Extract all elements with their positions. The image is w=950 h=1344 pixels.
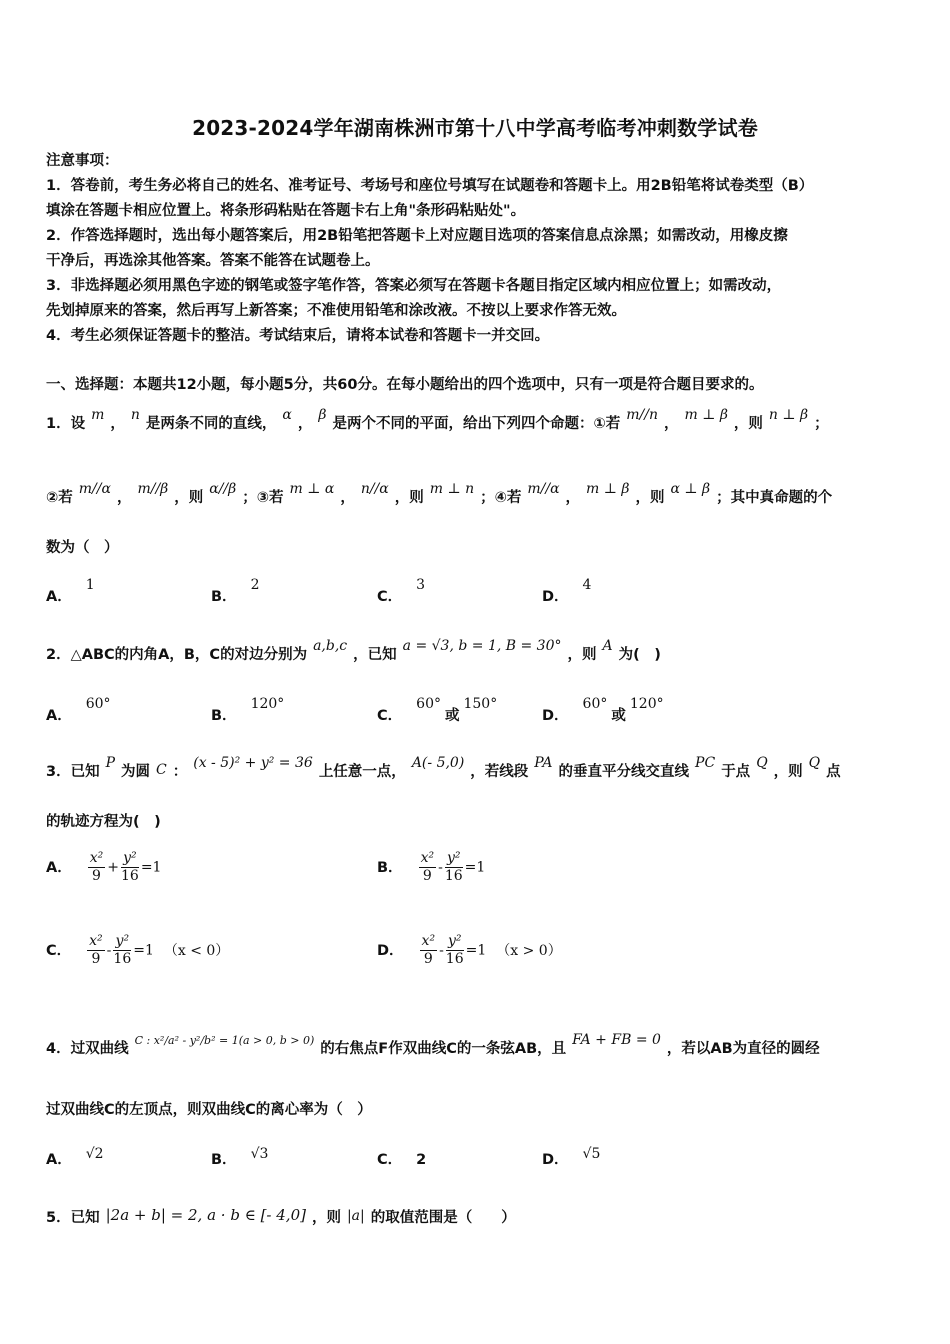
q4-text: ，若以AB为直径的圆经 (666, 1041, 820, 1057)
q4-option-a[interactable] (46, 1148, 104, 1169)
q1-math: α//β (209, 481, 237, 497)
q1-math: m//n (626, 407, 658, 423)
option-label: D． (542, 589, 569, 605)
frac-den: 16 (113, 951, 132, 967)
q3-math: Q (756, 755, 768, 771)
option-label: D． (542, 1152, 569, 1168)
q1-option-d[interactable] (542, 577, 592, 606)
option-label: A． (46, 859, 72, 876)
q3-option-c[interactable] (46, 933, 229, 968)
fraction (445, 850, 463, 885)
question-1-line-1 (46, 407, 829, 434)
option-condition: （x < 0） (163, 942, 230, 959)
q1-text: ， (565, 490, 581, 506)
q5-math: |a| (346, 1208, 365, 1224)
q1-text: ， (340, 490, 355, 506)
q1-text: ； (814, 416, 829, 432)
q1-math: m (91, 407, 105, 423)
q2-option-b[interactable] (211, 696, 285, 725)
frac-den: 9 (422, 868, 432, 884)
q1-option-b[interactable] (211, 577, 260, 606)
option-value: 150° (463, 696, 498, 712)
frac-den: 16 (445, 951, 464, 967)
equals: =1 (140, 859, 162, 876)
fraction (88, 850, 106, 885)
q4-option-c[interactable] (377, 1148, 426, 1169)
q1-text: ②若 (46, 490, 73, 506)
q3-option-a[interactable] (46, 850, 161, 885)
operator: + (107, 859, 119, 876)
q1-text: ， (663, 416, 679, 432)
q2-math: A (602, 638, 613, 654)
q1-math: m ⊥ β (586, 481, 630, 497)
option-value: 1 (85, 577, 95, 593)
q1-text: ，则 (733, 416, 763, 432)
q1-text: ，则 (635, 490, 665, 506)
q3-math: PA (534, 755, 553, 771)
q1-math: m//β (137, 481, 169, 497)
q3-math: PC (695, 755, 716, 771)
q3-text: 为圆 (121, 764, 151, 780)
q1-text: ， (297, 416, 313, 432)
option-value: √3 (250, 1146, 269, 1162)
frac-num: x² (89, 850, 104, 866)
option-value: 120° (629, 696, 664, 712)
option-value: 60° (85, 696, 111, 712)
frac-num: x² (420, 850, 435, 866)
operator: - (438, 859, 443, 876)
option-value: 60° (416, 696, 441, 712)
q3-text: 上任意一点， (318, 764, 406, 780)
fraction (420, 933, 438, 968)
q1-text: ，则 (174, 490, 204, 506)
q2-text: 为( ) (618, 647, 661, 663)
q1-math: α (282, 407, 292, 423)
option-label: A． (46, 708, 72, 724)
q5-math: |2a + b| = 2, a · b ∈ [- 4,0] (105, 1206, 306, 1224)
option-value: √5 (582, 1146, 601, 1162)
q4-option-d[interactable] (542, 1148, 600, 1169)
equals: =1 (465, 942, 487, 959)
frac-den: 16 (120, 868, 139, 884)
option-value: 2 (250, 577, 260, 593)
q2-option-a[interactable] (46, 696, 111, 725)
option-label: B． (211, 1152, 237, 1168)
option-label: A． (46, 1152, 72, 1168)
q2-option-d[interactable] (542, 696, 664, 725)
q1-math: α ⊥ β (670, 481, 711, 497)
question-4-line-1 (46, 1032, 820, 1060)
q1-text: 是两个不同的平面，给出下列四个命题：①若 (332, 416, 621, 432)
option-label: C． (377, 1152, 403, 1168)
question-5-line-1 (46, 1207, 516, 1228)
q5-text: 5．已知 (46, 1210, 100, 1226)
option-value: 3 (416, 577, 426, 593)
option-label: C． (377, 589, 403, 605)
q1-option-a[interactable] (46, 577, 95, 606)
q1-text: ，则 (394, 490, 424, 506)
frac-num: y² (446, 933, 464, 951)
q2-text: 2．△ABC的内角A，B，C的对边分别为 (46, 647, 308, 663)
q2-math: a = √3, b = 1, B = 30° (402, 638, 562, 654)
frac-den: 9 (423, 951, 433, 967)
frac-den: 16 (444, 868, 463, 884)
notice-line: 先划掉原来的答案，然后再写上新答案；不准使用铅笔和涂改液。不按以上要求作答无效。 (46, 303, 626, 319)
q1-text: ；④若 (480, 490, 522, 506)
frac-num: y² (113, 933, 131, 951)
fraction (446, 933, 464, 968)
q2-text: ，已知 (353, 647, 397, 663)
notice-line: 填涂在答题卡相应位置上。将条形码粘贴在答题卡右上角"条形码粘贴处"。 (46, 203, 526, 219)
notice-line: 3．非选择题必须用黑色字迹的钢笔或签字笔作答，答案必须写在答题卡各题目指定区域内相应位置上；如需改动， (46, 278, 782, 294)
equals: =1 (133, 942, 154, 959)
q4-math: C : x²/a² - y²/b² = 1(a > 0, b > 0) (134, 1034, 315, 1047)
fraction (121, 850, 139, 885)
notice-heading: 注意事项： (46, 153, 119, 169)
q4-math: FA + FB = 0 (572, 1032, 661, 1048)
option-label: B． (211, 589, 237, 605)
q3-math: C (156, 762, 167, 778)
question-1-line-3: 数为（ ） (46, 540, 119, 556)
operator: - (106, 942, 112, 959)
q4-text: 4．过双曲线 (46, 1041, 129, 1057)
q3-text: ： (172, 764, 188, 780)
q3-math: (x - 5)² + y² = 36 (193, 755, 313, 771)
q1-math: m ⊥ n (429, 481, 475, 497)
q1-text: ， (116, 490, 132, 506)
page-title: 2023-2024学年湖南株洲市第十八中学高考临考冲刺数学试卷 (192, 116, 758, 140)
option-condition: （x > 0） (496, 942, 562, 959)
q1-option-c[interactable] (377, 577, 426, 606)
q1-math: n (130, 407, 140, 423)
fraction (419, 850, 437, 885)
q1-math: m ⊥ α (289, 481, 335, 497)
option-value: 2 (416, 1152, 427, 1168)
q3-math: Q (808, 755, 821, 771)
q1-math: n//α (360, 481, 389, 497)
question-1-line-2 (46, 481, 833, 508)
q2-option-c[interactable] (377, 696, 498, 725)
option-label: B． (211, 708, 237, 724)
q4-text: 的右焦点F作双曲线C的一条弦AB，且 (320, 1041, 567, 1057)
q3-option-d[interactable] (377, 933, 562, 968)
option-label: D． (542, 708, 569, 724)
q4-option-b[interactable] (211, 1148, 268, 1169)
q1-math: m//α (78, 481, 111, 497)
option-label: C． (46, 942, 72, 959)
q3-text: 点 (826, 764, 841, 780)
q2-math: a,b,c (313, 638, 348, 654)
option-value: 4 (582, 577, 592, 593)
q3-option-b[interactable] (377, 850, 485, 885)
frac-num: x² (421, 933, 436, 949)
option-or: 或 (611, 708, 626, 724)
q2-text: ，则 (567, 647, 597, 663)
notice-line: 4．考生必须保证答题卡的整洁。考试结束后，请将本试卷和答题卡一并交回。 (46, 328, 550, 344)
q1-math: m ⊥ β (684, 407, 728, 423)
notice-line: 1．答卷前，考生务必将自己的姓名、准考证号、考场号和座位号填写在试题卷和答题卡上。用2B铅笔将试卷类型（B） (46, 178, 814, 194)
frac-den: 9 (91, 951, 101, 967)
question-3-line-2: 的轨迹方程为( ) (46, 814, 161, 830)
question-2-line-1 (46, 638, 661, 665)
question-4-line-2: 过双曲线C的左顶点，则双曲线C的离心率为（ ） (46, 1102, 372, 1118)
q1-math: β (318, 407, 327, 423)
frac-num: x² (89, 933, 103, 949)
frac-num: y² (121, 850, 139, 868)
option-label: A． (46, 589, 72, 605)
section-heading: 一、选择题：本题共12小题，每小题5分，共60分。在每小题给出的四个选项中，只有一项是符合题目要求的。 (46, 377, 764, 393)
question-3-line-1 (46, 755, 841, 782)
notice-line: 2．作答选择题时，选出每小题答案后，用2B铅笔把答题卡上对应题目选项的答案信息点涂黑；如需改动，用橡皮擦 (46, 228, 788, 244)
q1-text: ， (110, 416, 125, 432)
notice-line: 干净后，再选涂其他答案。答案不能答在试题卷上。 (46, 253, 380, 269)
frac-num: y² (445, 850, 463, 868)
q3-text: ，若线段 (470, 764, 529, 780)
option-label: D． (377, 942, 404, 959)
option-or: 或 (444, 708, 460, 724)
q1-text: 1．设 (46, 416, 86, 432)
q3-math: A(- 5,0) (411, 755, 465, 771)
option-value: 120° (250, 696, 285, 712)
q1-text: ；③若 (242, 490, 284, 506)
option-value: √2 (85, 1146, 104, 1162)
fraction (113, 933, 131, 968)
q5-text: ，则 (311, 1210, 341, 1226)
q1-math: n ⊥ β (768, 407, 809, 423)
q1-math: m//α (527, 481, 560, 497)
q3-text: 3．已知 (46, 764, 100, 780)
option-value: 60° (582, 696, 608, 712)
equals: =1 (464, 859, 486, 876)
q1-text: ；其中真命题的个 (716, 490, 833, 506)
q3-math: P (105, 755, 116, 771)
fraction (87, 933, 105, 968)
q3-text: 于点 (721, 764, 751, 780)
frac-den: 9 (92, 868, 101, 884)
q1-text: 是两条不同的直线， (145, 416, 277, 432)
q3-text: 的垂直平分线交直线 (558, 764, 690, 780)
option-label: B． (377, 859, 403, 876)
option-label: C． (377, 708, 403, 724)
q3-text: ，则 (773, 764, 803, 780)
q5-text: 的取值范围是（ ） (370, 1210, 516, 1226)
operator: - (439, 942, 444, 959)
